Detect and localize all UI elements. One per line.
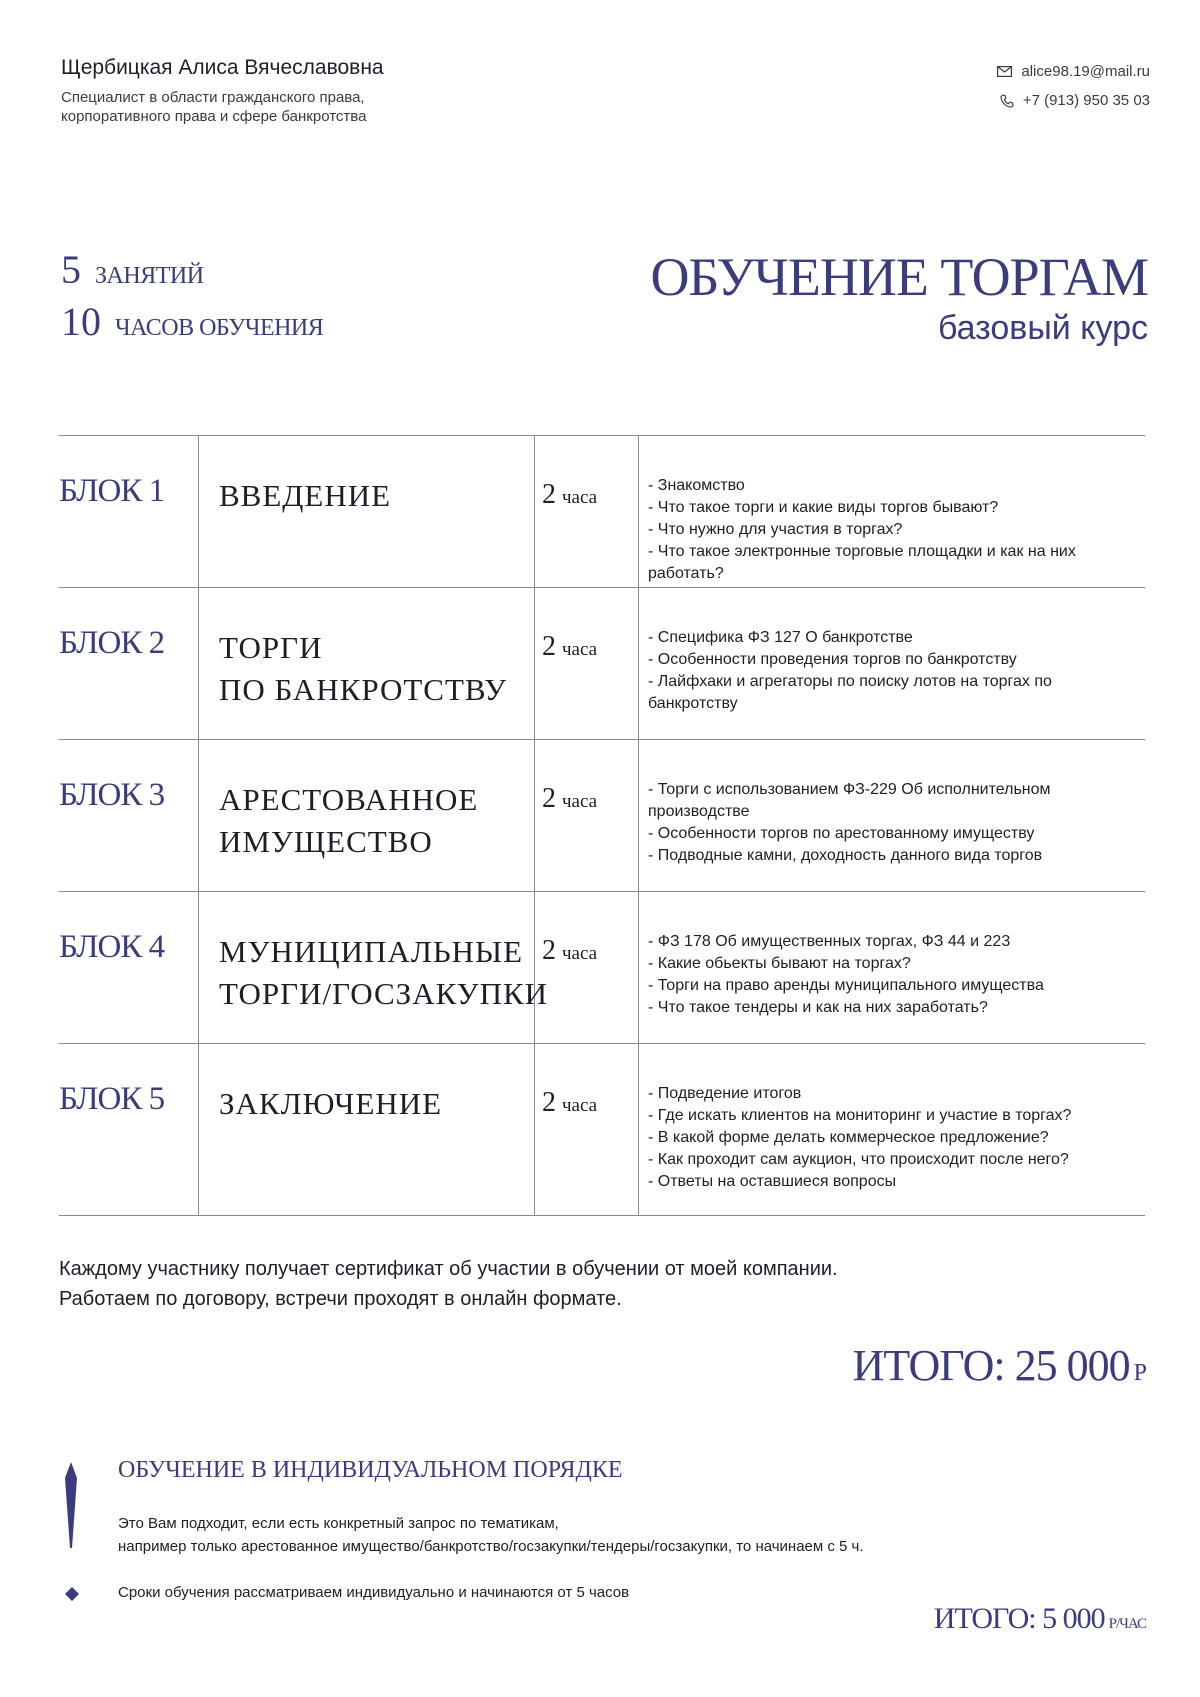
list-item: - Лайфхаки и агрегаторы по поиску лотов на торгах по банкротству <box>648 671 1145 715</box>
table-rule <box>59 435 1145 436</box>
author-role <box>61 88 401 126</box>
list-item: - Где искать клиентов на мониторинг и участие в торгах? <box>648 1105 1071 1127</box>
individual-total-price <box>934 1602 1146 1636</box>
list-item: - Что такое электронные торговые площадки и как на них работать? <box>648 541 1145 585</box>
hours-count: 10 <box>61 299 101 344</box>
block-items <box>648 779 1145 867</box>
phone-icon <box>1000 94 1014 108</box>
block-items <box>648 627 1145 715</box>
list-item: - Особенности торгов по арестованному имуществу <box>648 823 1145 845</box>
list-item: - В какой форме делать коммерческое предложение? <box>648 1127 1071 1149</box>
block-topic-line-1: ВВЕДЕНИЕ <box>219 478 392 513</box>
lessons-summary <box>61 246 204 293</box>
individual-title: ОБУЧЕНИЕ В ИНДИВИДУАЛЬНОМ ПОРЯДКЕ <box>118 1457 623 1483</box>
exclamation-icon <box>64 1462 78 1559</box>
block-topic-line-2: ИМУЩЕСТВО <box>219 824 433 859</box>
hours-label: часа <box>562 639 598 660</box>
block-topic-line-1: ТОРГИ <box>219 630 323 665</box>
individual-description-line-2: например только арестованное имущество/банкротство/госзакупки/тендеры/госзакупки, то начинаем с 5 ч. <box>118 1538 864 1555</box>
block-hours <box>542 783 597 815</box>
contact-email[interactable] <box>997 63 1150 80</box>
author-name: Щербицкая Алиса Вячеславовна <box>61 56 384 79</box>
block-number: БЛОК 2 <box>59 625 165 661</box>
total-price-currency: Р <box>1133 1360 1146 1386</box>
phone-text: +7 (913) 950 35 03 <box>1022 92 1150 109</box>
list-item: - Как проходит сам аукцион, что происходит после него? <box>648 1149 1071 1171</box>
course-subtitle: базовый курс <box>937 309 1148 347</box>
hours-num: 2 <box>542 479 556 510</box>
list-item: - Ответы на оставшиеся вопросы <box>648 1171 1071 1193</box>
list-item: - Знакомство <box>648 475 1145 497</box>
table-rule <box>59 587 1145 588</box>
envelope-icon <box>997 66 1012 77</box>
block-hours <box>542 935 597 967</box>
list-item: - ФЗ 178 Об имущественных торгах, ФЗ 44 и 223 <box>648 931 1044 953</box>
list-item: - Торги с использованием ФЗ-229 Об исполнительном производстве <box>648 779 1145 823</box>
table-divider <box>638 435 639 1215</box>
block-hours <box>542 1087 597 1119</box>
list-item: - Что такое тендеры и как на них заработать? <box>648 997 1044 1019</box>
individual-terms: Сроки обучения рассматриваем индивидуально и начинаются от 5 часов <box>118 1584 630 1601</box>
block-hours <box>542 631 597 663</box>
list-item: - Что такое торги и какие виды торгов бывают? <box>648 497 1145 519</box>
course-title: ОБУЧЕНИЕ ТОРГАМ <box>650 247 1148 307</box>
table-rule <box>59 891 1145 892</box>
block-number: БЛОК 5 <box>59 1081 165 1117</box>
list-item: - Что нужно для участия в торгах? <box>648 519 1145 541</box>
list-item: - Специфика ФЗ 127 О банкротстве <box>648 627 1145 649</box>
hours-num: 2 <box>542 1087 556 1118</box>
contract-note: Работаем по договору, встречи проходят в онлайн формате. <box>59 1288 622 1310</box>
email-text: alice98.19@mail.ru <box>1021 63 1150 80</box>
block-topic-line-1: МУНИЦИПАЛЬНЫЕ <box>219 934 524 969</box>
block-topic <box>219 779 478 863</box>
block-number: БЛОК 3 <box>59 777 165 813</box>
block-items <box>648 931 1044 1019</box>
block-number: БЛОК 1 <box>59 473 165 509</box>
table-rule <box>59 739 1145 740</box>
block-topic-line-1: ЗАКЛЮЧЕНИЕ <box>219 1086 443 1121</box>
list-item: - Подводные камни, доходность данного вида торгов <box>648 845 1145 867</box>
table-divider <box>198 435 199 1215</box>
contact-phone[interactable] <box>1000 92 1150 109</box>
total-price-value: ИТОГО: 25 000 <box>852 1341 1130 1390</box>
total-price <box>852 1340 1146 1391</box>
hours-num: 2 <box>542 935 556 966</box>
individual-description <box>118 1512 864 1558</box>
individual-total-value: ИТОГО: 5 000 <box>933 1602 1105 1635</box>
block-topic-line-2: ПО БАНКРОТСТВУ <box>219 672 508 707</box>
list-item: - Подведение итогов <box>648 1083 1071 1105</box>
hours-num: 2 <box>542 631 556 662</box>
table-divider <box>534 435 535 1215</box>
block-topic <box>219 475 391 517</box>
list-item: - Торги на право аренды муниципального имущества <box>648 975 1044 997</box>
list-item: - Какие обьекты бывают на торгах? <box>648 953 1044 975</box>
certificate-note: Каждому участнику получает сертификат об участии в обучении от моей компании. <box>59 1258 838 1280</box>
block-items <box>648 475 1145 585</box>
hours-num: 2 <box>542 783 556 814</box>
diamond-bullet-icon <box>65 1587 79 1606</box>
block-topic-line-1: АРЕСТОВАННОЕ <box>219 782 479 817</box>
list-item: - Особенности проведения торгов по банкротству <box>648 649 1145 671</box>
hours-summary <box>61 298 323 345</box>
lessons-label: ЗАНЯТИЙ <box>95 263 204 289</box>
block-topic-line-2: ТОРГИ/ГОСЗАКУПКИ <box>219 976 549 1011</box>
hours-label: часа <box>562 943 598 964</box>
lessons-count: 5 <box>61 247 81 292</box>
individual-total-unit: Р/ЧАС <box>1108 1616 1146 1632</box>
block-topic <box>219 627 507 711</box>
author-role-line-1: Специалист в области гражданского права, <box>61 89 365 106</box>
block-hours <box>542 479 597 511</box>
block-topic <box>219 931 548 1015</box>
table-rule <box>59 1215 1145 1216</box>
block-items <box>648 1083 1071 1193</box>
block-number: БЛОК 4 <box>59 929 165 965</box>
individual-description-line-1: Это Вам подходит, если есть конкретный запрос по тематикам, <box>118 1515 559 1532</box>
hours-label: ЧАСОВ ОБУЧЕНИЯ <box>115 315 324 341</box>
hours-label: часа <box>562 487 598 508</box>
hours-label: часа <box>562 791 598 812</box>
block-topic <box>219 1083 442 1125</box>
table-rule <box>59 1043 1145 1044</box>
author-role-line-2: корпоративного права и сфере банкротства <box>61 108 367 125</box>
hours-label: часа <box>562 1095 598 1116</box>
